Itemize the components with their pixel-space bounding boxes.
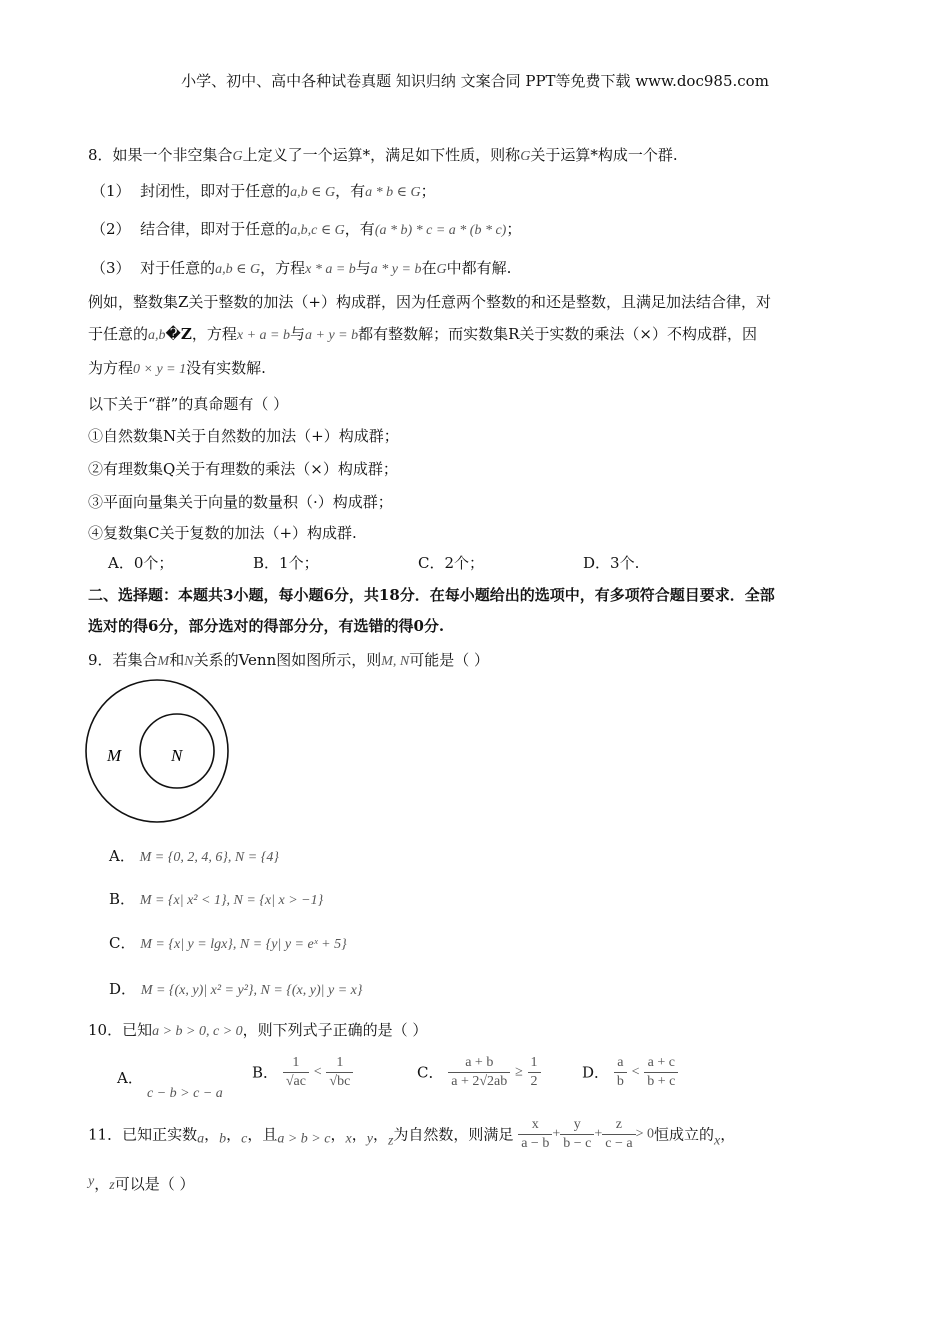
page-header: 小学、初中、高中各种试卷真题 知识归纳 文案合同 PPT等免费下载 www.doc985.com [181,72,769,90]
venn-diagram [80,676,240,828]
q10-b-frac-left: $\frac{1}{√ac}$ [283,1054,309,1091]
venn-label-n: N [171,746,183,765]
q8-example-line2: 于任意的a,b�Z，方程x + a = b与a + y = b都有整数解；而实数集R关于实数的乘法（×）不构成群，因 [88,325,757,343]
q8-statement-3: ③平面向量集关于向量的数量积（·）构成群； [88,493,393,511]
q10-option-d[interactable]: D． $\frac{a}{b}$ < $\frac{a + c}{b + c}$ [582,1054,678,1091]
q9-stem: 9．若集合M和N关系的Venn图如图所示，则M, N可能是（ ） [88,651,490,669]
q9-option-d[interactable]: D． M = {(x, y)| x² = y²}, N = {(x, y)| y = x} [109,980,363,998]
q11-stem-line1: 11．已知正实数a，b，c，且a > b > c，x，y，z为自然数，则满足 $\frac{x}{a - b}$ + $\frac{y}{b - c}$ + $\frac{z}{c - a}$ > 0恒成立的x， [88,1117,736,1151]
q8-option-b[interactable]: B．1个； [253,554,319,572]
q8-intro: 8．如果一个非空集合G上定义了一个运算*，满足如下性质，则称G关于运算*构成一个群. [88,146,678,164]
q11-stem-line2: y，z可以是（ ） [88,1174,195,1193]
q10-option-a[interactable]: A． [117,1069,143,1087]
q9-option-c[interactable]: C． M = {x| y = lgx}, N = {y| y = eˣ + 5} [109,934,347,952]
section2-heading-line2: 选对的得6分，部分选对的得部分分，有选错的得0分. [88,617,445,635]
q8-property-1: （1） 封闭性，即对于任意的a,b ∈ G，有a * b ∈ G； [91,182,436,200]
q10-option-b[interactable]: B． $\frac{1}{√ac}$ < $\frac{1}{√bc}$ [252,1054,353,1091]
q8-property-3: （3） 对于任意的a,b ∈ G，方程x * a = b与a * y = b在G中都有解. [91,259,512,277]
q11-frac-3: $\frac{z}{c - a}$ [602,1116,635,1153]
q8-example-line1: 例如，整数集Z关于整数的加法（+）构成群，因为任意两个整数的和还是整数，且满足加法结合律，对 [88,293,771,311]
q10-d-frac-left: $\frac{a}{b}$ [614,1054,627,1091]
q11-frac-1: $\frac{x}{a - b}$ [518,1116,552,1153]
q8-statement-1: ①自然数集N关于自然数的加法（+）构成群； [88,427,399,445]
q11-frac-2: $\frac{y}{b - c}$ [560,1116,594,1153]
venn-label-m: M [107,746,122,765]
q8-statement-2: ②有理数集Q关于有理数的乘法（×）构成群； [88,460,398,478]
q8-option-c[interactable]: C．2个； [418,554,485,572]
q10-c-frac-left: $\frac{a + b}{a + 2√2ab}$ [448,1054,510,1091]
q8-property-2: （2） 结合律，即对于任意的a,b,c ∈ G，有(a * b) * c = a * (b * c)； [91,220,522,238]
q8-statement-4: ④复数集C关于复数的加法（+）构成群. [88,524,357,542]
q9-option-a[interactable]: A． M = {0, 2, 4, 6}, N = {4} [109,847,279,865]
q8-example-line3: 为方程0 × y = 1没有实数解. [88,359,266,377]
q10-d-frac-right: $\frac{a + c}{b + c}$ [644,1054,678,1091]
q8-prompt: 以下关于“群”的真命题有（ ） [88,395,289,413]
q10-stem: 10．已知a > b > 0, c > 0，则下列式子正确的是（ ） [88,1021,428,1039]
q10-b-frac-right: $\frac{1}{√bc}$ [326,1054,353,1091]
q8-option-a[interactable]: A．0个； [108,554,174,572]
q10-option-a-math: c − b > c − a [147,1086,223,1101]
q9-option-b[interactable]: B． M = {x| x² < 1}, N = {x| x > −1} [109,890,324,908]
q8-option-d[interactable]: D．3个. [583,554,640,572]
q10-option-c[interactable]: C． $\frac{a + b}{a + 2√2ab}$ ≥ $\frac{1}{2}$ [417,1054,541,1091]
section2-heading-line1: 二、选择题：本题共3小题，每小题6分，共18分．在每小题给出的选项中，有多项符合题目要求．全部 [88,586,775,604]
q10-c-frac-right: $\frac{1}{2}$ [528,1054,541,1091]
